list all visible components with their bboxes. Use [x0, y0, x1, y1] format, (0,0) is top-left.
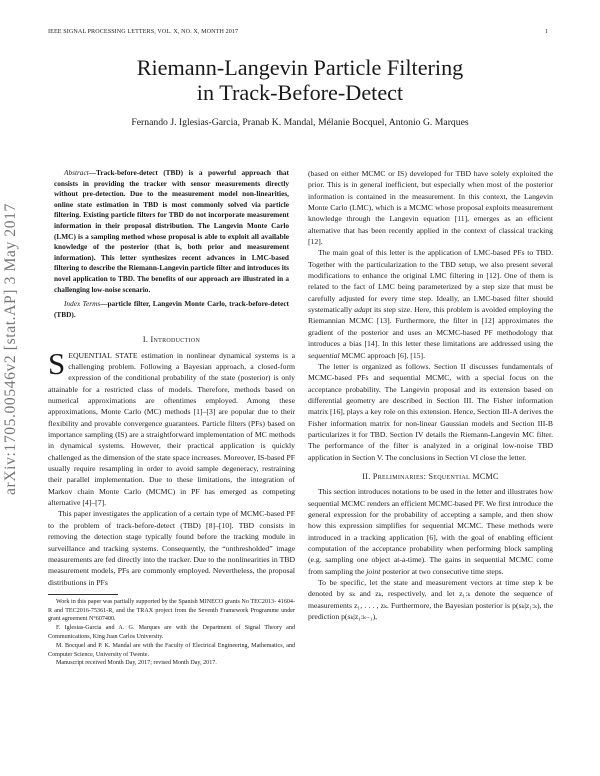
author-list: Fernando J. Iglesias-Garcia, Pranab K. Mandal, Mélanie Bocquel, Antonio G. Marques [131, 117, 469, 128]
abstract-text: —Track-before-detect (TBD) is a powerful approach that consists in providing the tracker with sensor measurements directly without pre-detection. Due to the measurement model non-linearities, online state estimation in TBD is most commonly solved via particle filtering. Existing particle filters for TBD do not incorporate measurement information in their proposal distribution. The Langevin Monte Carlo (LMC) is a sampling method whose proposal is able to exploit all available knowledge of the posterior (that is, both prior and measurement information). This letter synthesizes recent advances in LMC-based filtering to describe the Riemann-Langevin particle filter and introduces its novel application to TBD. The benefits of our approach are illustrated in a challenging low-noise scenario. [54, 168, 289, 294]
intro-paragraph-1 [48, 345, 295, 509]
footnote-affiliation-1: F. Iglesias-Garcia and A. G. Marques are with the Department of Signal Theory and Communications, King Juan Carlos University. [48, 625, 295, 641]
intro-paragraph-4 [308, 247, 553, 360]
prelim-text-1: This section introduces notations to be used in the letter and illustrates how sequential MCMC renders an efficient MCMC-based PF. We first introduce the general expression for the probability of accepting a sample, and then show how this expression simplifies for sequential MCMC. These methods were introduced in a tracking application [6], with the goal of enabling efficient computation of the acceptance probability when performing block sampling (e.g. sampling one object at-a-time). The gains in sequential MCMC come from sampling the [308, 487, 553, 576]
running-header: IEEE SIGNAL PROCESSING LETTERS, VOL. X, NO. X, MONTH 2017 [48, 29, 239, 35]
prelim-paragraph-1 [308, 486, 553, 577]
adapt-emphasis: adapt [354, 305, 372, 315]
prelim-text-1-end: posterior at two consecutive time steps. [380, 566, 504, 576]
footnote-manuscript: Manuscript received Month Day, 2017; revised Month Day, 2017. [56, 660, 217, 667]
intro-text-1: estimation in nonlinear dynamical systems is a challenging problem. Following a Bayesian approach, a closed-form expression of the conditional probability of the state (posterior) is only attainable for a restricted class of models. Therefore, methods based on numerical approximations are oftentimes employed. Among these approximations, Monte Carlo (MC) methods [1]–[3] are popular due to their flexibility and provable convergence guarantees. Particle filters (PFs) based on importance sampling (IS) are a straightforward implementation of MC methods in dynamical systems. However, their practical application is quickly challenged as the dimension of the state space increases. Moreover, IS-based PF usually require resampling in order to avoid sample degeneracy, restraining their parallel implementation. Due to these limitations, the integration of Markov chain Monte Carlo (MCMC) in PF has emerged as competing alternative [4]–[7]. [48, 350, 295, 508]
left-column [48, 168, 295, 668]
intro-paragraph-2: This paper investigates the application of a certain type of MCMC-based PF to the problem of track-before-detect (TBD) [8]–[10]. TBD consists in removing the detection stage typically found before the tracking module in surveillance and tracking systems. Consequently, the “unthresholded” image measurements are fed directly into the tracker. Due to the nonlinearities in TBD measurement models, PFs are commonly employed. Nevertheless, the proposal distributions in PFs [48, 509, 295, 587]
abstract-label: Abstract [64, 168, 89, 177]
title-line-1: Riemann-Langevin Particle Filtering [136, 55, 464, 80]
footnotes [48, 598, 295, 668]
intro-paragraph-3: (based on either MCMC or IS) developed for TBD have solely exploited the prior. This is in general inefficient, but especially when most of the posterior information is contained in the measurement. In this context, the Langevin Monte Carlo (LMC), which is a MCMC whose proposal exploits measurement knowledge through the Langevin equation [11], emerges as an efficient alternative that has been recently applied in the context of classical tracking [12]. [308, 169, 553, 247]
footnote-rule [48, 594, 118, 595]
arxiv-stamp: arXiv:1705.00546v2 [stat.AP] 3 May 2017 [2, 203, 19, 495]
joint-emphasis: joint [366, 566, 381, 576]
intro-paragraph-5: The letter is organized as follows. Section II discusses fundamentals of MCMC-based PFs and sequential MCMC, with a special focus on the acceptance probability. The Langevin proposal and its extension based on differential geometry are described in Section III. The Fisher information matrix [16], plays a key role on this extension. Hence, Section III-A derives the Fisher information matrix for non-linear Gaussian models and Section III-B particularizes it for TBD. Section IV details the Riemann-Langevin MC filter. The performance of the filter is analyzed in a original low-noise TBD application in Section V. The conclusions in Section VI close the letter. [308, 361, 553, 462]
sequential-emphasis: sequential [308, 350, 340, 360]
page-number: 1 [545, 29, 549, 35]
right-column [308, 168, 553, 622]
paper-title [0, 55, 600, 105]
index-terms-label: Index Terms [64, 299, 101, 309]
footnote-funding: Work in this paper was partially supported by the Spanish MINECO grants No TEC2013- 41604-R and TEC2016-75361-R, and the TRAX project from the Seventh Framework Programme under grant agreement N°607400. [48, 598, 295, 623]
footnote-affiliation-2: M. Bocquel and P. K. Mandal are with the Faculty of Electrical Engineering, Mathematics, and Computer Science, University of Twente. [48, 642, 295, 658]
title-line-2: in Track-Before-Detect [196, 80, 404, 105]
prelim-paragraph-2: To be specific, let the state and measurement vectors at time step k be denoted by sₖ and zₖ, respectively, and let z₁:ₖ denote the sequence of measurements z₁, . . . , zₖ. Furthermore, the Bayesian posterior is p(sₖ|z₁:ₖ), the prediction p(sₖ|z₁:ₖ₋₁), [308, 578, 553, 622]
section-1-heading: I. Introduction [142, 335, 201, 345]
intro-text-4b: its step size. Here, this problem is avoided employing the Riemannian MCMC [13]. Furthermore, the filter in [12] approximates the gradient of the posterior and uses an MCMC-based PF methodology that introduces a bias [14]. In this letter these limitations are addressed using the [308, 305, 554, 349]
drop-cap: S [48, 345, 66, 381]
intro-text-4c: MCMC approach [6], [15]. [339, 350, 426, 360]
abstract [48, 168, 295, 295]
index-terms-text: —particle filter, Langevin Monte Carlo, track-before-detect (TBD). [54, 299, 289, 319]
intro-text-4a: The main goal of this letter is the application of LMC-based PFs to TBD. Together with the particularization to the TBD setup, we also present several modifications to enhance the original LMC filtering in [12]. One of them is related to the fact of LMC being parameterized by a step size that must be carefully adjusted for every time step. Ideally, an LMC-based filter should systematically [308, 248, 553, 315]
intro-lead: EQUENTIAL STATE [68, 350, 138, 360]
section-2-heading: II. Preliminaries: Sequential MCMC [362, 471, 499, 481]
index-terms [48, 299, 295, 320]
